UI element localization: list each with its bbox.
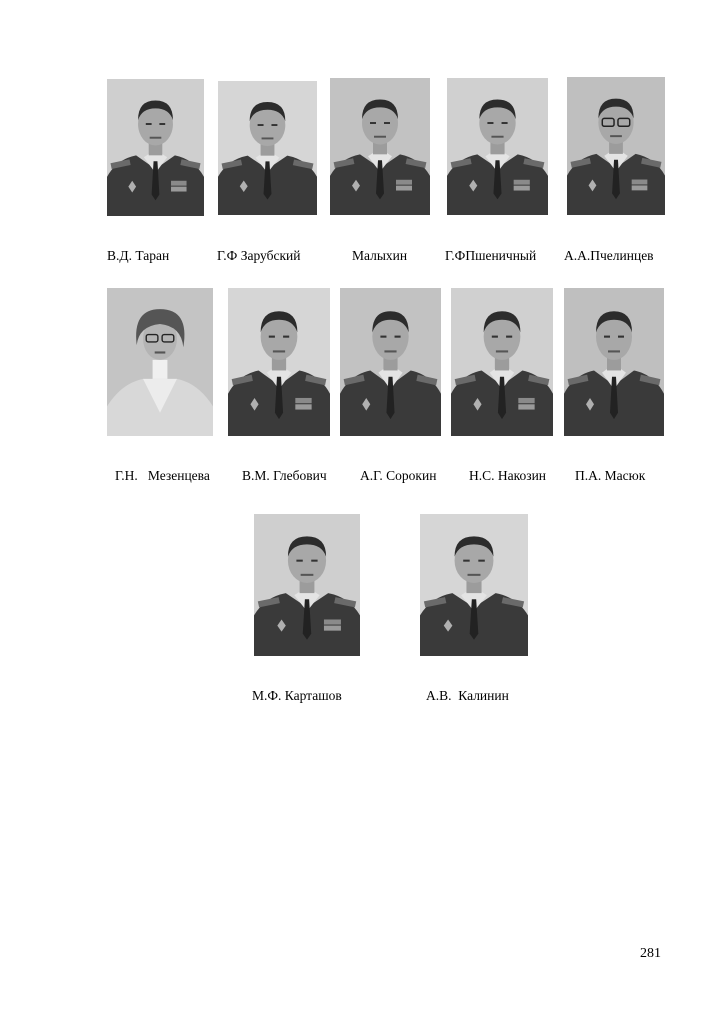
portrait-photo-kalinin — [420, 514, 528, 656]
portrait-photo-pchelintsev — [567, 77, 665, 215]
portrait-image — [228, 288, 330, 436]
portrait-image — [340, 288, 441, 436]
portrait-image — [420, 514, 528, 656]
caption-pchelintsev: А.А.Пчелинцев — [564, 248, 654, 263]
portrait-image — [451, 288, 553, 436]
portrait-image — [564, 288, 664, 436]
portrait-image — [330, 78, 430, 215]
portrait-photo-masyuk — [564, 288, 664, 436]
portrait-image — [567, 77, 665, 215]
portrait-photo-glebovich — [228, 288, 330, 436]
portrait-photo-taran — [107, 79, 204, 216]
caption-nakozin: Н.С. Накозин — [469, 468, 547, 483]
caption-taran: В.Д. Таран — [107, 248, 170, 263]
caption-malykhin: Малыхин — [352, 248, 408, 263]
caption-glebovich: В.М. Глебович — [242, 468, 327, 483]
portrait-image — [218, 81, 317, 215]
caption-sorokin: А.Г. Сорокин — [360, 468, 437, 483]
caption-mezentseva: Г.Н. Мезенцева — [115, 468, 210, 483]
portrait-photo-sorokin — [340, 288, 441, 436]
portrait-photo-mezentseva — [107, 288, 213, 436]
portrait-image — [254, 514, 360, 656]
portrait-image — [107, 79, 204, 216]
portrait-photo-malykhin — [330, 78, 430, 215]
caption-pshenichny: Г.ФПшеничный — [445, 248, 537, 263]
caption-zarubsky: Г.Ф Зарубский — [217, 248, 301, 263]
portrait-image — [447, 78, 548, 215]
caption-masyuk: П.А. Масюк — [575, 468, 646, 483]
portrait-photo-pshenichny — [447, 78, 548, 215]
portrait-photo-kartashov — [254, 514, 360, 656]
caption-kalinin: А.В. Калинин — [426, 688, 509, 703]
portrait-image — [107, 288, 213, 436]
portrait-photo-zarubsky — [218, 81, 317, 215]
page-number: 281 — [640, 946, 661, 961]
portrait-photo-nakozin — [451, 288, 553, 436]
caption-kartashov: М.Ф. Карташов — [252, 688, 342, 703]
